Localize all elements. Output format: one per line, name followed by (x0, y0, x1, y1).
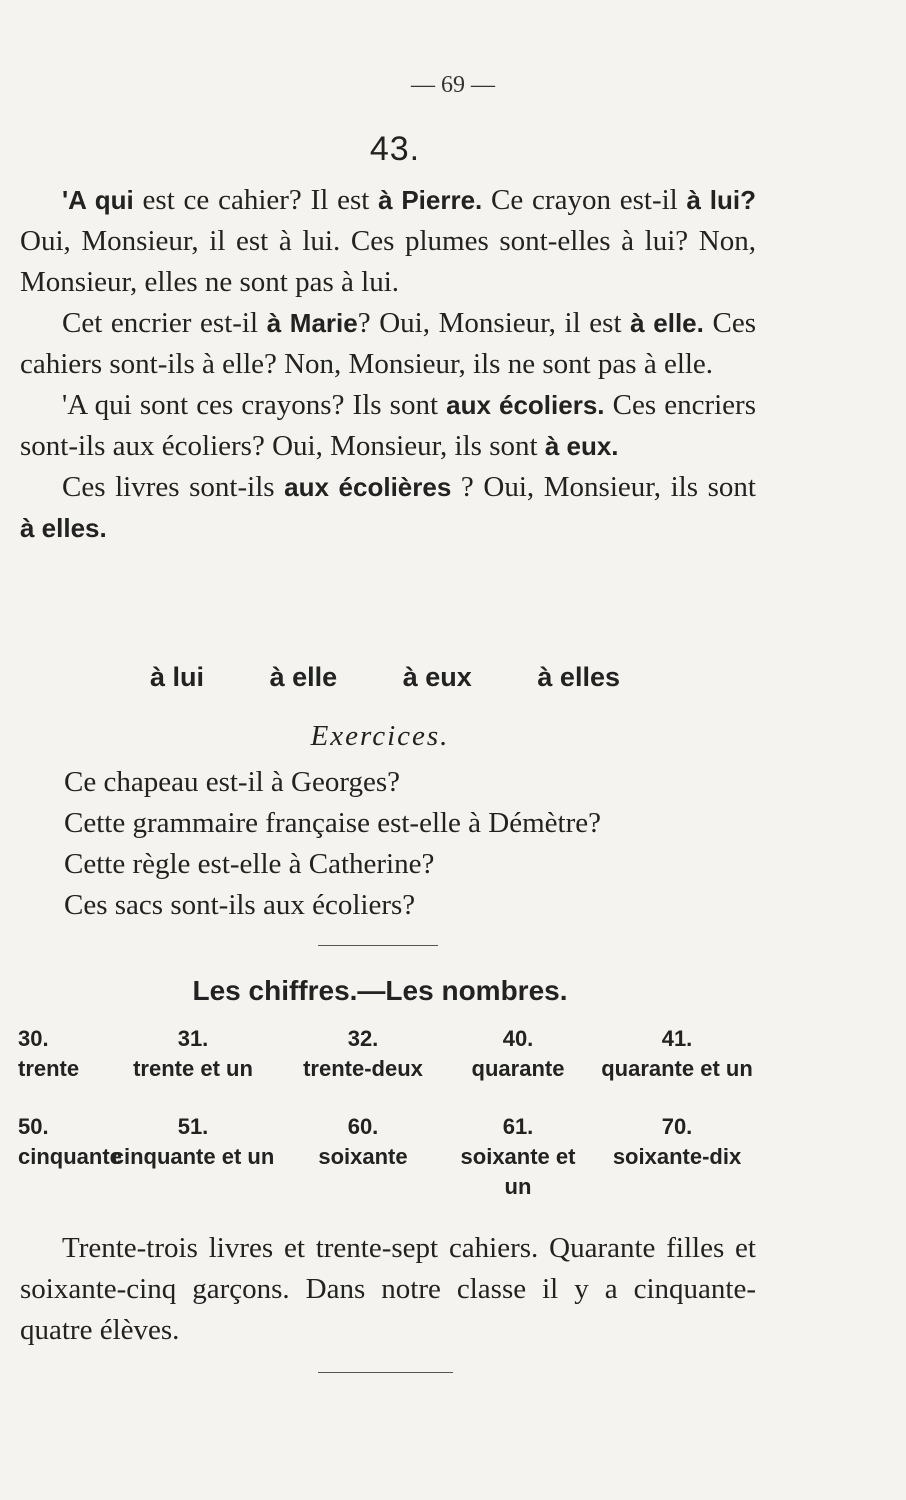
number-digits: 30. (18, 1026, 49, 1051)
number-digits: 41. (661, 1026, 693, 1051)
number-cell (278, 1112, 448, 1202)
text-run: est ce cahier? Il est (133, 184, 379, 216)
bold-phrase: à elles. (20, 513, 107, 543)
number-word: trente (18, 1056, 80, 1081)
bold-phrase: 'A qui (62, 185, 134, 215)
lesson-paragraph (20, 180, 756, 303)
number-digits: 70. (661, 1114, 693, 1139)
closing-text: Trente-trois livres et trente-sept cahiers. Quarante filles et soixante-cinq garçons. Dans notre classe il y a cinquante-quatre élèves. (20, 1232, 756, 1346)
numbers-row (18, 1024, 766, 1084)
number-word: quarante et un (601, 1056, 753, 1081)
number-cell (588, 1112, 766, 1202)
pronoun-form: à elle (269, 662, 338, 692)
lesson-paragraph (20, 303, 756, 385)
pronoun-form: à lui (150, 662, 205, 692)
number-word: cinquante (18, 1144, 122, 1169)
bold-phrase: aux écoliers. (446, 390, 605, 420)
number-digits: 50. (18, 1114, 49, 1139)
number-cell (448, 1112, 588, 1202)
numbers-title: Les chiffres.—Les nombres. (192, 975, 568, 1006)
numbers-row (18, 1112, 766, 1202)
number-word: trente et un (133, 1056, 253, 1081)
number-cell (18, 1024, 108, 1084)
lesson-paragraph (20, 385, 756, 467)
number-digits: 51. (177, 1114, 209, 1139)
lesson-text (20, 180, 756, 549)
text-run: Ces encriers sont-ils aux écoliers? Oui, Monsieur, ils sont (20, 389, 756, 462)
text-run: Oui, Monsieur, il est à lui. Ces plumes sont-elles à lui? Non, Monsieur, elles ne sont pas à lui. (20, 225, 756, 298)
number-digits: 31. (177, 1026, 209, 1051)
bold-phrase: à Marie (266, 308, 358, 338)
number-word: soixante et un (460, 1144, 576, 1199)
number-word: soixante (318, 1144, 408, 1169)
text-run: ? Oui, Monsieur, ils sont (451, 471, 756, 503)
exercise-item: Cette grammaire française est-elle à Démètre? (64, 807, 601, 839)
exercise-item: Cette règle est-elle à Catherine? (64, 848, 435, 880)
exercises-list (64, 762, 784, 926)
bold-phrase: aux écolières (284, 472, 452, 502)
pronoun-form: à eux (402, 662, 472, 692)
pronoun-form: à elles (537, 662, 620, 692)
exercise-item: Ces sacs sont-ils aux écoliers? (64, 889, 416, 921)
text-run: 'A qui sont ces crayons? Ils sont (62, 389, 447, 421)
number-cell (18, 1112, 122, 1202)
number-cell (108, 1024, 278, 1084)
pronoun-forms (150, 662, 620, 693)
text-run: Ce crayon est-il (482, 184, 687, 216)
section-divider (318, 945, 438, 946)
number-digits: 32. (347, 1026, 379, 1051)
number-digits: 60. (347, 1114, 379, 1139)
text-run: Ces livres sont-ils (62, 471, 285, 503)
bold-phrase: à elle. (630, 308, 704, 338)
number-word: soixante-dix (612, 1144, 742, 1169)
bold-phrase: à Pierre. (378, 185, 483, 215)
number-cell (108, 1112, 278, 1202)
text-run: ? Oui, Monsieur, il est (357, 307, 631, 339)
number-word: quarante (471, 1056, 565, 1081)
number-word: cinquante et un (111, 1144, 275, 1169)
number-digits: 61. (502, 1114, 534, 1139)
number-cell (588, 1024, 766, 1084)
bold-phrase: à lui? (686, 185, 756, 215)
exercises-title: Exercices. (310, 720, 450, 752)
lesson-number: 43. (369, 130, 421, 168)
text-run: Cet encrier est-il (62, 307, 267, 339)
number-cell (278, 1024, 448, 1084)
page-number: — 69 — (411, 72, 495, 98)
end-divider (318, 1372, 453, 1373)
number-cell (448, 1024, 588, 1084)
bold-phrase: à eux. (544, 431, 619, 461)
number-digits: 40. (502, 1026, 534, 1051)
exercise-item: Ce chapeau est-il à Georges? (64, 766, 401, 798)
number-word: trente-deux (303, 1056, 423, 1081)
closing-paragraph (20, 1228, 756, 1351)
lesson-paragraph (20, 467, 756, 549)
text-run: Ces cahiers sont-ils à elle? Non, Monsieur, ils ne sont pas à elle. (20, 307, 757, 380)
